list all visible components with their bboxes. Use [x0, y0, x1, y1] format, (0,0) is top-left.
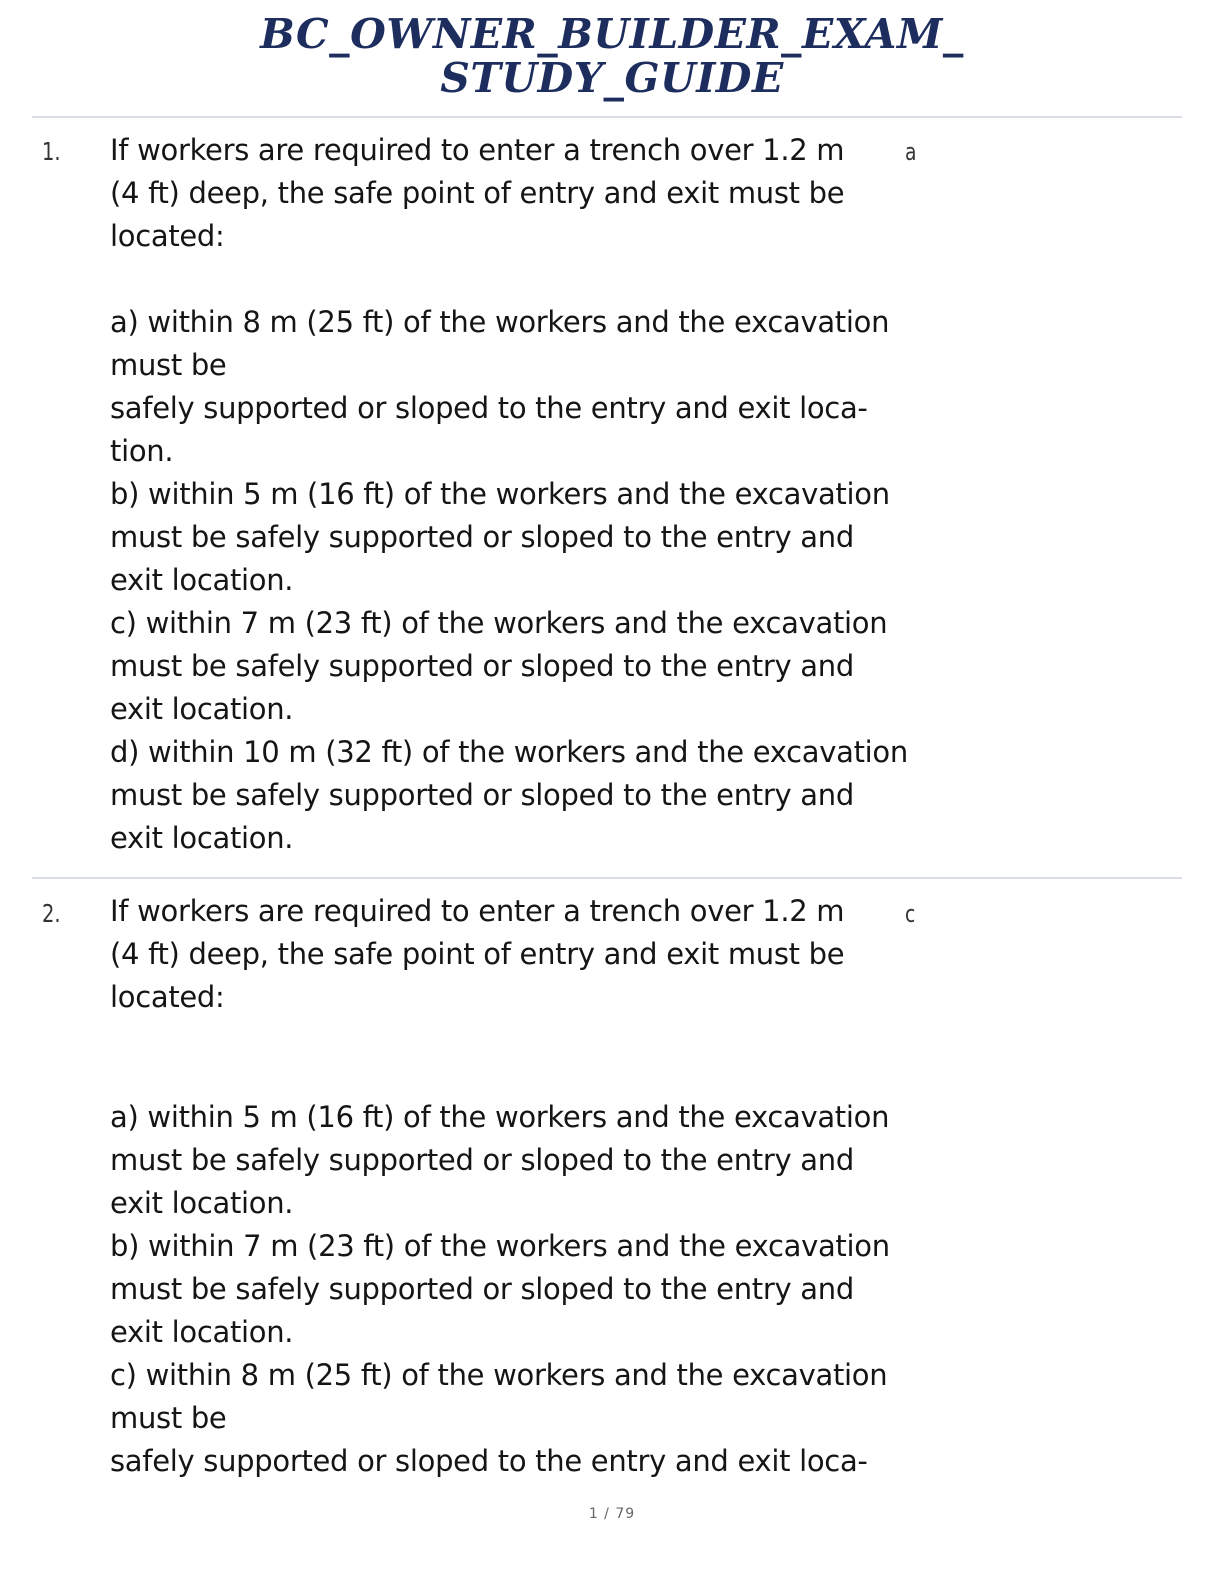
option-line: safely supported or sloped to the entry and exit loca- [110, 391, 868, 425]
question-text [110, 890, 910, 1483]
blank-line [110, 1019, 910, 1062]
option-line: d) within 10 m (32 ft) of the workers and the excavation [110, 735, 908, 769]
option-line: exit location. [110, 821, 294, 855]
answer-key: c [905, 900, 916, 928]
blank-line [110, 1062, 910, 1096]
option-line: must be safely supported or sloped to the entry and [110, 778, 854, 812]
question-number: 1. [42, 137, 61, 166]
question-text [110, 129, 910, 860]
option-line: must be safely supported or sloped to the entry and [110, 1272, 854, 1306]
document-title [0, 12, 1224, 100]
question-line: (4 ft) deep, the safe point of entry and exit must be [110, 176, 845, 210]
page-number: 1 / 79 [588, 1506, 636, 1522]
divider [32, 877, 1182, 879]
option-line: exit location. [110, 692, 294, 726]
option-line: safely supported or sloped to the entry and exit loca- [110, 1444, 868, 1478]
question-number: 2. [42, 899, 61, 928]
option-line: c) within 8 m (25 ft) of the workers and the excavation [110, 1358, 888, 1392]
title-line-2: STUDY_GUIDE [440, 54, 784, 102]
option-line: exit location. [110, 1186, 294, 1220]
option-line: must be [110, 1401, 227, 1435]
option-line: tion. [110, 434, 174, 468]
option-line: c) within 7 m (23 ft) of the workers and the excavation [110, 606, 888, 640]
question-line: If workers are required to enter a trench over 1.2 m [110, 894, 845, 928]
option-line: exit location. [110, 1315, 294, 1349]
divider [32, 116, 1182, 118]
title-line-1: BC_OWNER_BUILDER_EXAM_ [260, 10, 964, 58]
option-line: a) within 5 m (16 ft) of the workers and the excavation [110, 1100, 890, 1134]
question-line: located: [110, 980, 225, 1014]
option-line: must be safely supported or sloped to the entry and [110, 520, 854, 554]
option-line: must be safely supported or sloped to the entry and [110, 649, 854, 683]
option-line: b) within 5 m (16 ft) of the workers and the excavation [110, 477, 890, 511]
question-line: located: [110, 219, 225, 253]
option-line: a) within 8 m (25 ft) of the workers and the excavation [110, 305, 890, 339]
answer-key: a [905, 138, 917, 166]
question-line: (4 ft) deep, the safe point of entry and exit must be [110, 937, 845, 971]
option-line: exit location. [110, 563, 294, 597]
option-line: must be safely supported or sloped to the entry and [110, 1143, 854, 1177]
option-line: b) within 7 m (23 ft) of the workers and the excavation [110, 1229, 890, 1263]
question-line: If workers are required to enter a trench over 1.2 m [110, 133, 845, 167]
option-line: must be [110, 348, 227, 382]
blank-line [110, 258, 910, 301]
